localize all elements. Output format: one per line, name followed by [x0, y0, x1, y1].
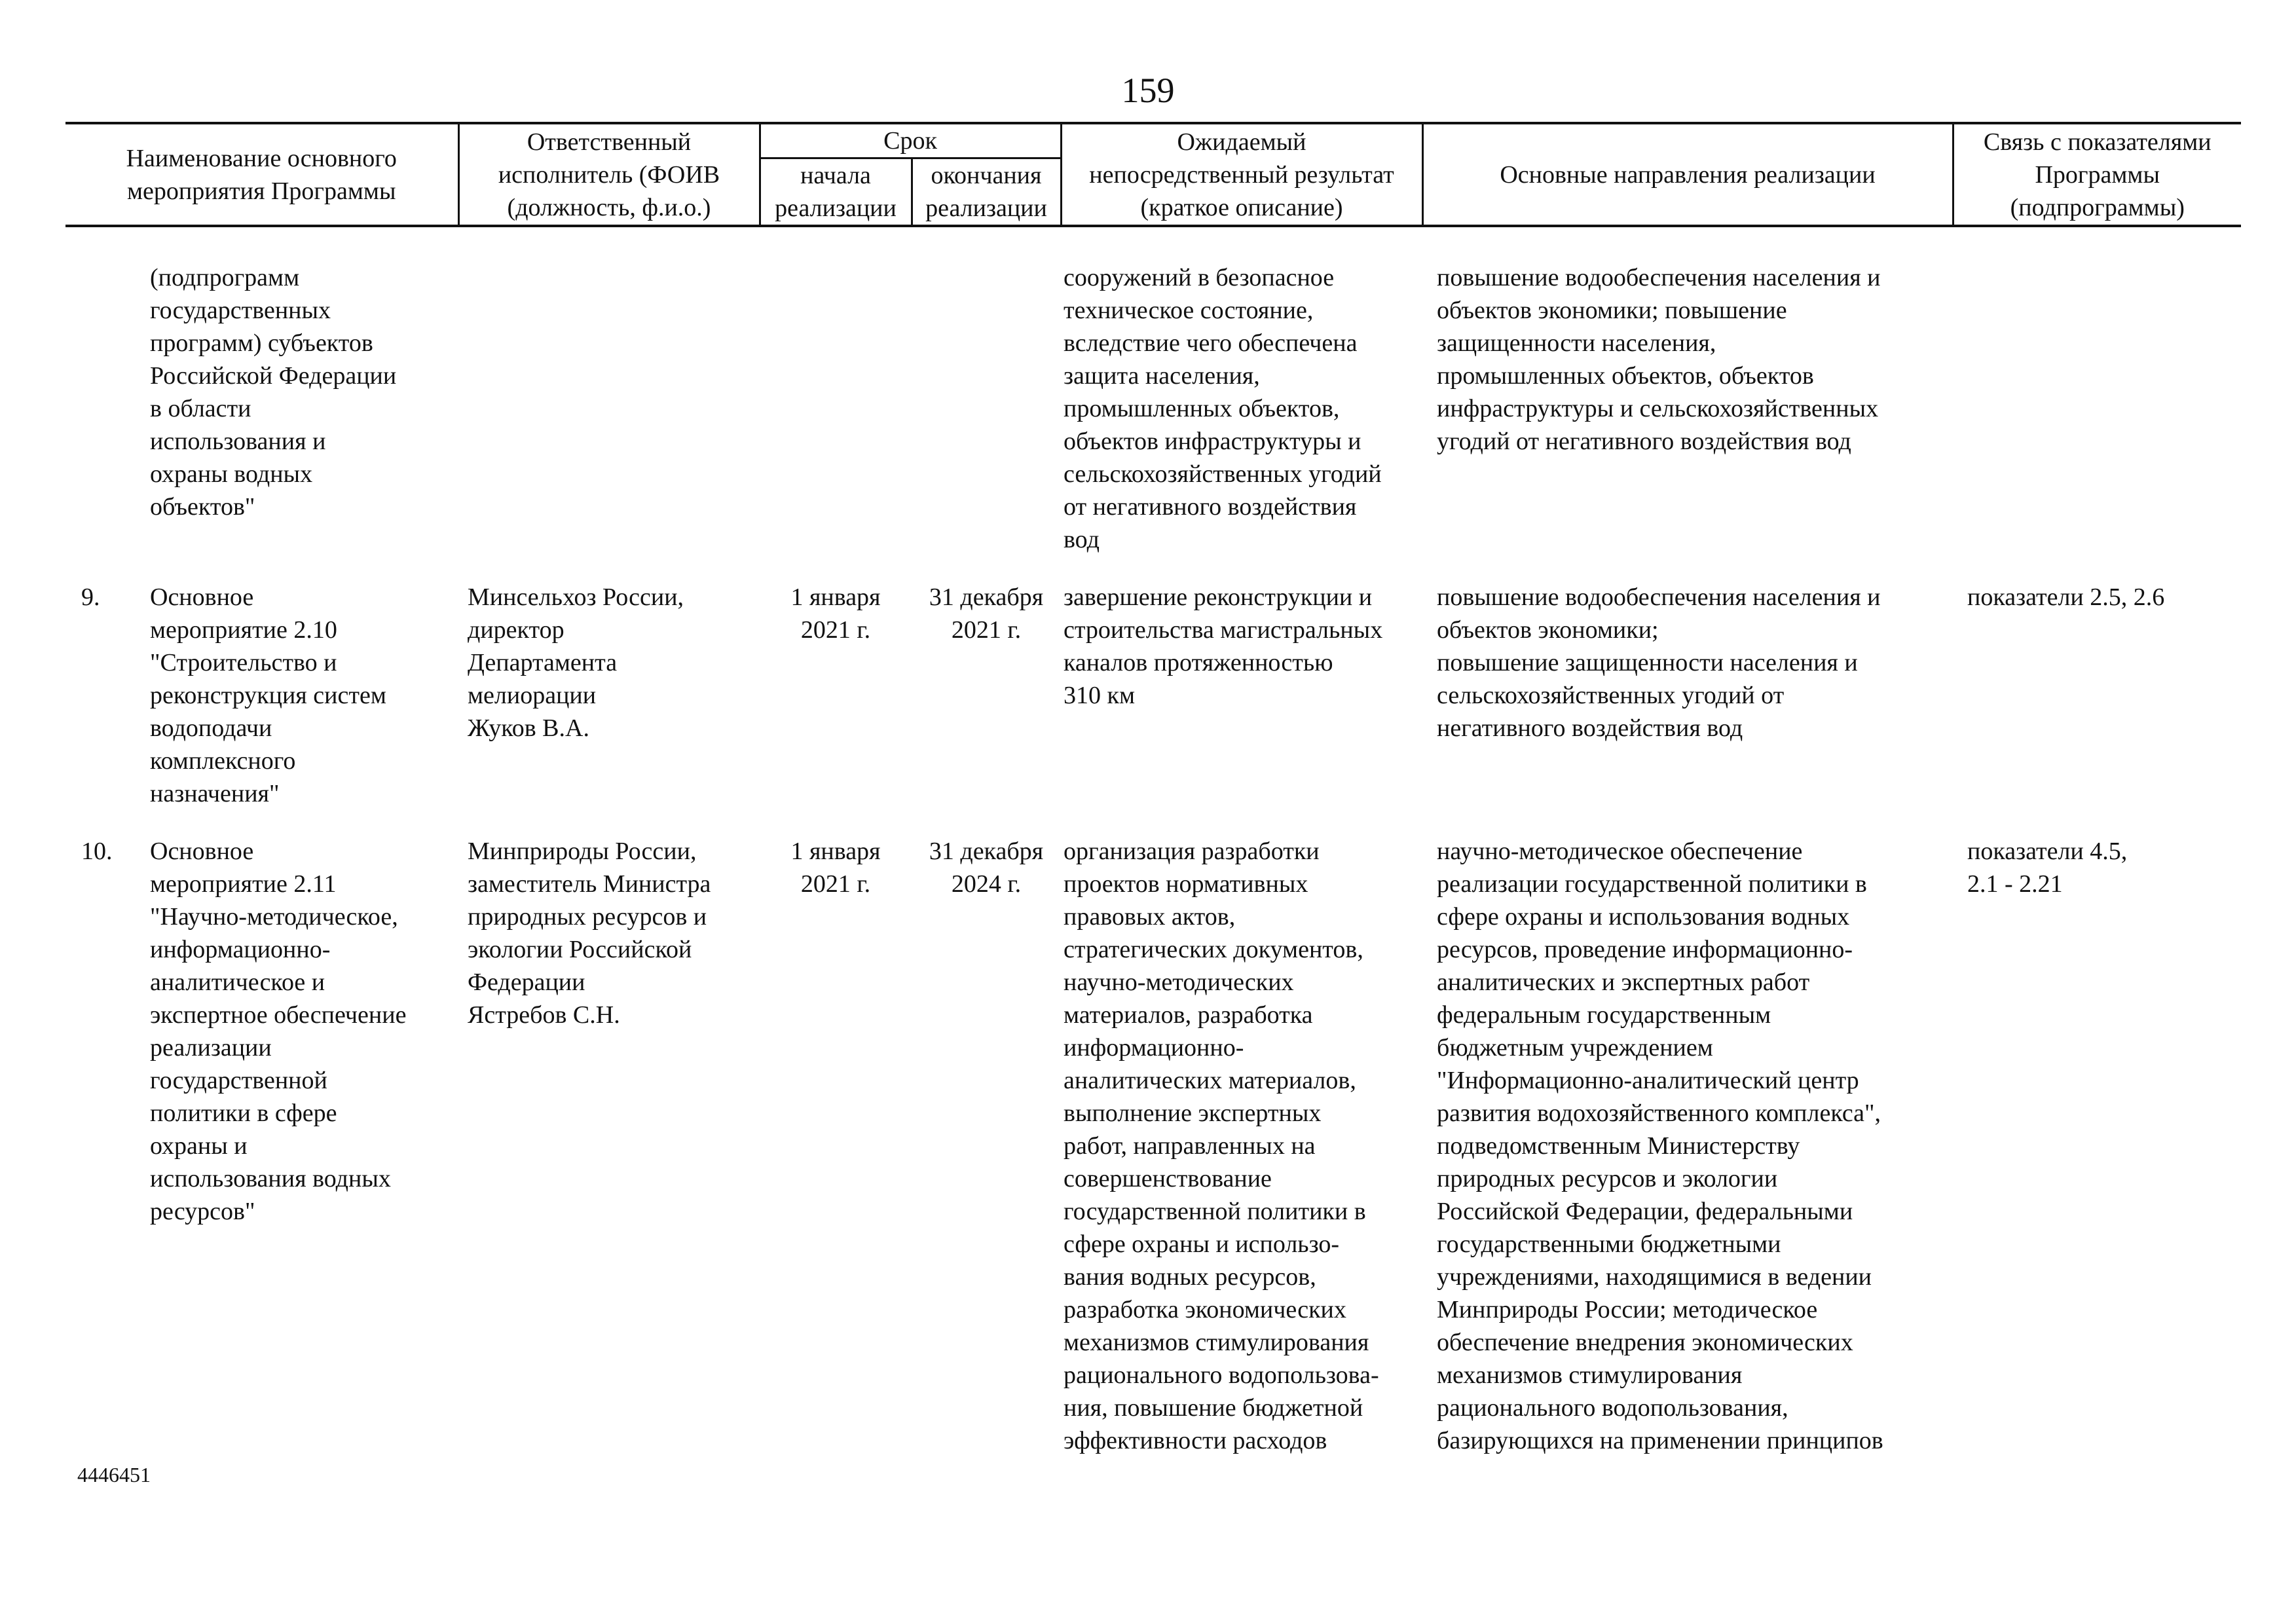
result-line: разработка экономических — [1064, 1296, 1346, 1323]
header-link-line: Программы — [2035, 160, 2160, 189]
directions-line: научно-методическое обеспечение — [1437, 838, 1803, 865]
responsible-line: экологии Российской — [468, 936, 692, 963]
table-row — [65, 261, 2241, 556]
end-line: 2021 г. — [951, 616, 1022, 644]
result-line: вследствие чего обеспечена — [1064, 329, 1358, 357]
cell-result — [1061, 835, 1422, 1457]
responsible-line: природных ресурсов и — [468, 903, 707, 931]
directions-line: базирующихся на применении принципов — [1437, 1427, 1883, 1454]
table-header — [65, 123, 2241, 226]
name-line: реконструкция систем — [150, 682, 386, 709]
cell-name — [65, 261, 458, 556]
header-name-line: мероприятия Программы — [126, 177, 396, 205]
name-line: охраны водных — [150, 460, 313, 488]
directions-line: угодий от негативного воздействия вод — [1437, 428, 1851, 455]
header-result — [1061, 123, 1422, 226]
directions-line: Российской Федерации, федеральными — [1437, 1198, 1853, 1225]
result-line: завершение реконструкции и — [1064, 583, 1373, 611]
directions-line: развития водохозяйственного комплекса", — [1437, 1099, 1881, 1127]
cell-result — [1061, 261, 1422, 556]
result-line: правовых актов, — [1064, 903, 1236, 931]
result-line: сфере охраны и использо- — [1064, 1230, 1340, 1258]
cell-end — [912, 835, 1061, 1457]
responsible-line: Департамента — [468, 649, 618, 676]
header-responsible-line: (должность, ф.и.о.) — [507, 193, 711, 221]
directions-line: повышение защищенности населения и — [1437, 649, 1858, 676]
header-name-line: Наименование основного — [126, 144, 397, 172]
header-term: Срок — [760, 123, 1061, 158]
cell-end — [912, 261, 1061, 556]
cell-link — [1953, 835, 2241, 1457]
directions-line: подведомственным Министерству — [1437, 1132, 1800, 1160]
name-line: Основное — [150, 583, 254, 611]
directions-line: учреждениями, находящимися в ведении — [1437, 1263, 1872, 1291]
result-line: совершенствование — [1064, 1165, 1272, 1192]
directions-line: объектов экономики; — [1437, 616, 1659, 644]
name-line: водоподачи — [150, 714, 272, 742]
directions-line: промышленных объектов, объектов — [1437, 362, 1814, 390]
name-line: использования водных — [150, 1165, 391, 1192]
start-line: 2021 г. — [800, 616, 871, 644]
result-line: защита населения, — [1064, 362, 1260, 390]
cell-link — [1953, 261, 2241, 556]
directions-line: Минприроды России; методическое — [1437, 1296, 1818, 1323]
cell-link — [1953, 581, 2241, 810]
directions-line: негативного воздействия вод — [1437, 714, 1743, 742]
header-term_start-line: реализации — [775, 194, 897, 222]
name-line: Российской Федерации — [150, 362, 397, 390]
result-line: механизмов стимулирования — [1064, 1329, 1369, 1356]
cell-name — [65, 581, 458, 810]
end-line: 31 декабря — [929, 583, 1044, 611]
header-term-start — [760, 158, 912, 227]
name-line: Основное — [150, 838, 254, 865]
cell-start — [760, 581, 912, 810]
header-result-line: (краткое описание) — [1140, 193, 1343, 221]
directions-line: сельскохозяйственных угодий от — [1437, 682, 1785, 709]
name-line: назначения" — [150, 780, 280, 807]
header-term-end — [912, 158, 1061, 227]
result-line: работ, направленных на — [1064, 1132, 1316, 1160]
responsible-line: Минприроды России, — [468, 838, 697, 865]
program-activities-table — [65, 122, 2241, 1457]
directions-line: ресурсов, проведение информационно- — [1437, 936, 1853, 963]
cell-directions — [1422, 581, 1953, 810]
directions-line: природных ресурсов и экологии — [1437, 1165, 1778, 1192]
name-line: объектов" — [150, 493, 255, 521]
name-line: реализации — [150, 1034, 272, 1061]
table-row — [65, 581, 2241, 810]
end-line: 2024 г. — [951, 870, 1022, 898]
result-line: вод — [1064, 526, 1100, 553]
header-term_start-line: начала — [800, 162, 871, 189]
name-line: политики в сфере — [150, 1099, 337, 1127]
header-responsible-line: Ответственный — [527, 128, 692, 156]
row-number: 10. — [81, 838, 113, 865]
cell-end — [912, 581, 1061, 810]
directions-line: реализации государственной политики в — [1437, 870, 1867, 898]
directions-line: объектов экономики; повышение — [1437, 297, 1787, 324]
header-link-line: (подпрограммы) — [2010, 193, 2185, 221]
cell-start — [760, 835, 912, 1457]
result-line: информационно- — [1064, 1034, 1244, 1061]
directions-line: повышение водообеспечения населения и — [1437, 583, 1881, 611]
result-line: материалов, разработка — [1064, 1001, 1313, 1029]
responsible-line: Ястребов С.Н. — [468, 1001, 620, 1029]
start-line: 2021 г. — [800, 870, 871, 898]
result-line: проектов нормативных — [1064, 870, 1308, 898]
directions-line: "Информационно-аналитический центр — [1437, 1067, 1859, 1094]
link-line: показатели 4.5, — [1967, 838, 2128, 865]
directions-line: бюджетным учреждением — [1437, 1034, 1713, 1061]
start-line: 1 января — [790, 838, 881, 865]
end-line: 31 декабря — [929, 838, 1044, 865]
responsible-line: мелиорации — [468, 682, 597, 709]
name-line: "Строительство и — [150, 649, 337, 676]
result-line: сельскохозяйственных угодий — [1064, 460, 1382, 488]
result-line: эффективности расходов — [1064, 1427, 1327, 1454]
name-line: комплексного — [150, 747, 296, 775]
header-term_end-line: реализации — [925, 194, 1047, 222]
name-line: мероприятие 2.11 — [150, 870, 337, 898]
table-row — [65, 835, 2241, 1457]
result-line: каналов протяженностью — [1064, 649, 1333, 676]
result-line: 310 км — [1064, 682, 1136, 709]
header-name — [65, 123, 458, 226]
cell-responsible — [458, 835, 760, 1457]
link-line: показатели 2.5, 2.6 — [1967, 583, 2165, 611]
name-line: использования и — [150, 428, 326, 455]
cell-responsible — [458, 581, 760, 810]
cell-name — [65, 835, 458, 1457]
result-line: промышленных объектов, — [1064, 395, 1340, 422]
directions-line: рационального водопользования, — [1437, 1394, 1788, 1422]
header-result-line: непосредственный результат — [1089, 160, 1394, 189]
directions-line: инфраструктуры и сельскохозяйственных — [1437, 395, 1879, 422]
responsible-line: Жуков В.А. — [468, 714, 589, 742]
result-line: ния, повышение бюджетной — [1064, 1394, 1363, 1422]
page-number: 159 — [1121, 71, 1175, 110]
result-line: от негативного воздействия — [1064, 493, 1357, 521]
result-line: техническое состояние, — [1064, 297, 1314, 324]
header-responsible — [458, 123, 760, 226]
header-result-line: Ожидаемый — [1177, 128, 1306, 156]
header-link-line: Связь с показателями — [1983, 128, 2212, 156]
cell-responsible — [458, 261, 760, 556]
responsible-line: директор — [468, 616, 565, 644]
name-line: мероприятие 2.10 — [150, 616, 337, 644]
result-line: научно-методических — [1064, 969, 1294, 996]
directions-line: сфере охраны и использования водных — [1437, 903, 1850, 931]
result-line: аналитических материалов, — [1064, 1067, 1356, 1094]
name-line: программ) субъектов — [150, 329, 373, 357]
directions-line: обеспечение внедрения экономических — [1437, 1329, 1853, 1356]
cell-start — [760, 261, 912, 556]
header-term_end-line: окончания — [931, 162, 1042, 189]
cell-result — [1061, 581, 1422, 810]
directions-line: аналитических и экспертных работ — [1437, 969, 1810, 996]
directions-line: защищенности населения, — [1437, 329, 1716, 357]
result-line: организация разработки — [1064, 838, 1320, 865]
result-line: государственной политики в — [1064, 1198, 1366, 1225]
directions-line: механизмов стимулирования — [1437, 1361, 1743, 1389]
document-code: 4446451 — [77, 1463, 151, 1486]
header-directions: Основные направления реализации — [1422, 123, 1953, 226]
result-line: стратегических документов, — [1064, 936, 1363, 963]
row-number: 9. — [81, 583, 100, 611]
result-line: строительства магистральных — [1064, 616, 1383, 644]
header-responsible-line: исполнитель (ФОИВ — [498, 160, 720, 189]
cell-directions — [1422, 261, 1953, 556]
responsible-line: заместитель Министра — [468, 870, 711, 898]
directions-line: государственными бюджетными — [1437, 1230, 1781, 1258]
cell-directions — [1422, 835, 1953, 1457]
name-line: "Научно-методическое, — [150, 903, 398, 931]
name-line: государственной — [150, 1067, 327, 1094]
name-line: (подпрограмм — [150, 264, 300, 291]
name-line: ресурсов" — [150, 1198, 255, 1225]
start-line: 1 января — [790, 583, 881, 611]
name-line: аналитическое и — [150, 969, 325, 996]
link-line: 2.1 - 2.21 — [1967, 870, 2063, 898]
table-body — [65, 226, 2241, 1457]
name-line: охраны и — [150, 1132, 248, 1160]
row-number — [65, 261, 150, 523]
responsible-line: Минсельхоз России, — [468, 583, 684, 611]
directions-line: повышение водообеспечения населения и — [1437, 264, 1881, 291]
responsible-line: Федерации — [468, 969, 585, 996]
name-line: экспертное обеспечение — [150, 1001, 407, 1029]
result-line: сооружений в безопасное — [1064, 264, 1335, 291]
result-line: объектов инфраструктуры и — [1064, 428, 1361, 455]
result-line: выполнение экспертных — [1064, 1099, 1322, 1127]
result-line: вания водных ресурсов, — [1064, 1263, 1316, 1291]
name-line: в области — [150, 395, 251, 422]
name-line: государственных — [150, 297, 331, 324]
name-line: информационно- — [150, 936, 331, 963]
directions-line: федеральным государственным — [1437, 1001, 1771, 1029]
header-link — [1953, 123, 2241, 226]
result-line: рационального водопользова- — [1064, 1361, 1379, 1389]
